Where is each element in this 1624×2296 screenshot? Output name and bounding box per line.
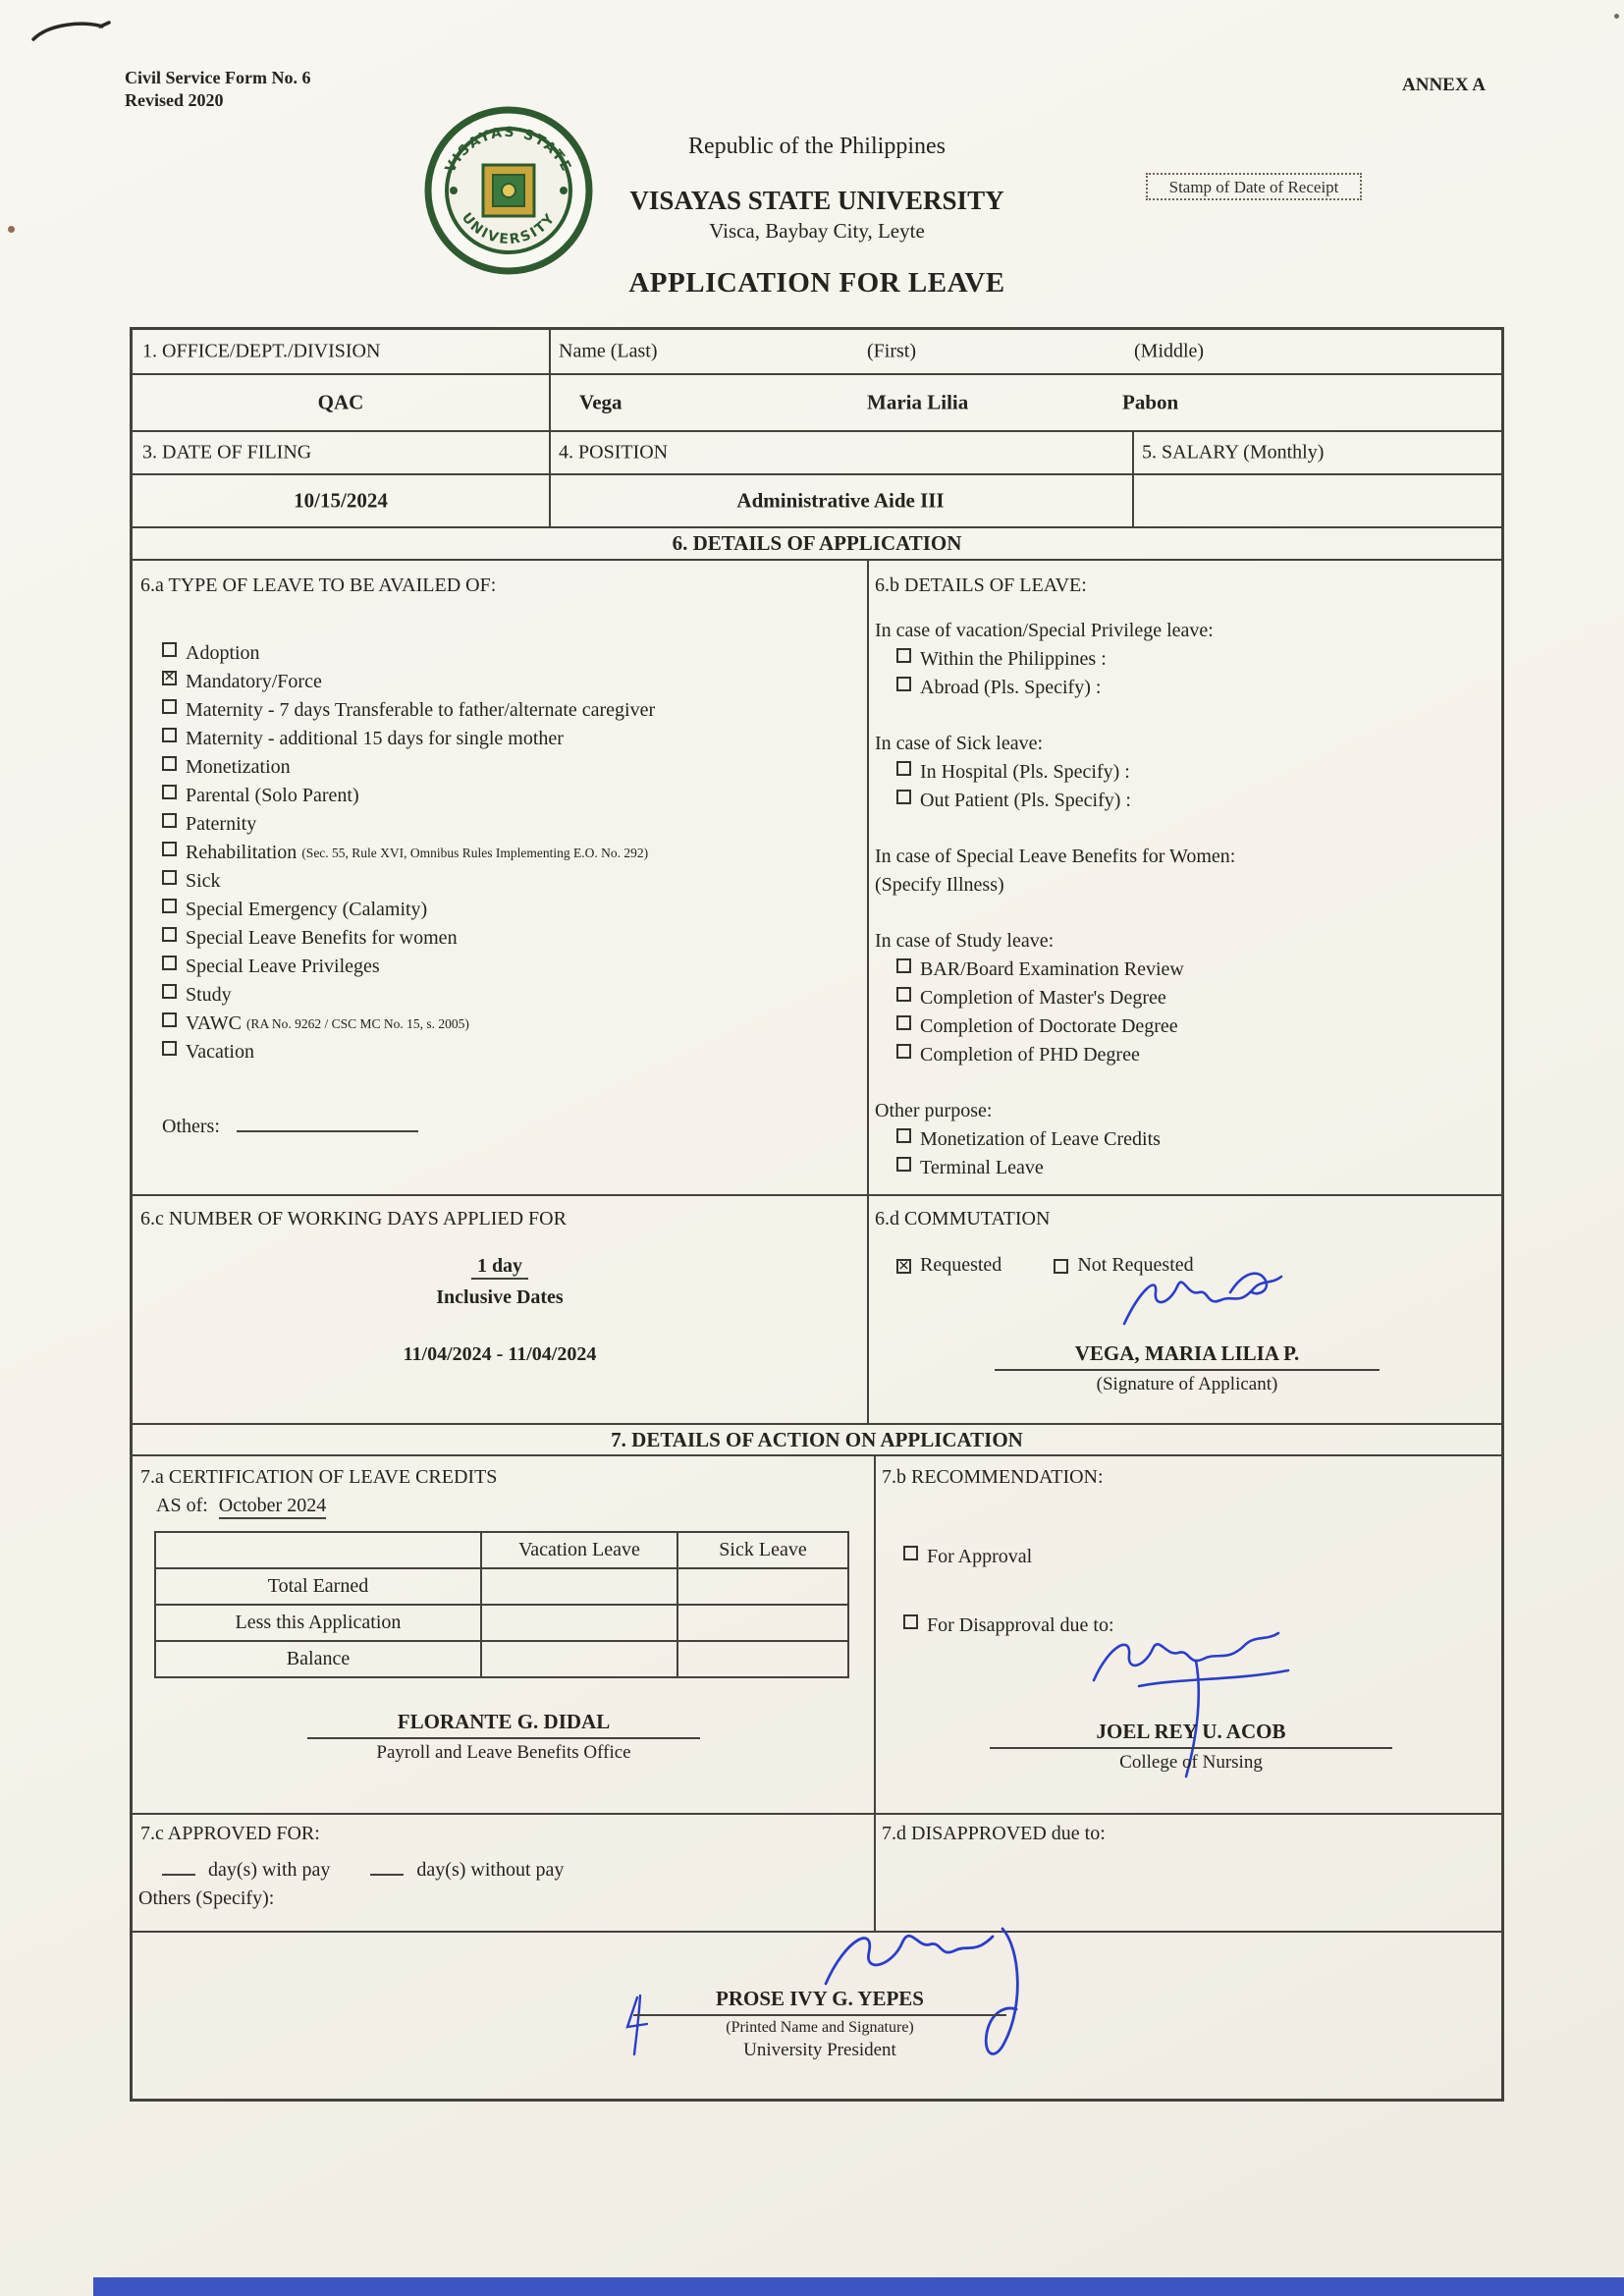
doctorate-degree-checkbox (896, 1015, 911, 1030)
credits-header-row (155, 1532, 848, 1568)
details-of-application-row (133, 561, 1501, 1196)
approved-disapproved-row (133, 1815, 1501, 1933)
without-pay-label: day(s) without pay (416, 1859, 565, 1881)
section6c-title: 6.c NUMBER OF WORKING DAYS APPLIED FOR (140, 1208, 567, 1230)
leave-detail-option (896, 1154, 1507, 1182)
approver-signature-block (633, 1987, 1006, 2061)
leave-type-label: Special Emergency (Calamity) (186, 899, 428, 920)
specify-illness-subheading: (Specify Illness) (875, 874, 1004, 896)
applicant-name: VEGA, MARIA LILIA P. (995, 1341, 1380, 1371)
credits-corner-cell (155, 1532, 481, 1568)
column-divider (1132, 475, 1134, 526)
approver-name-caption: (Printed Name and Signature) (726, 2019, 914, 2036)
commutation-option (1054, 1254, 1193, 1276)
option-label: Not Requested (1077, 1254, 1194, 1276)
credits-row-label: Less this Application (155, 1605, 481, 1641)
out-patient-checkbox (896, 790, 911, 804)
leave-type-option (162, 753, 867, 782)
pay-days-line (162, 1855, 874, 1882)
svg-text:UNIVERSITY: UNIVERSITY (458, 209, 560, 248)
application-form-table (130, 327, 1504, 2102)
leave-detail-option (896, 1041, 1507, 1069)
section6a-title: 6.a TYPE OF LEAVE TO BE AVAILED OF: (140, 574, 497, 596)
option-label: Completion of PHD Degree (920, 1044, 1140, 1066)
terminal-leave-checkbox (896, 1157, 911, 1172)
recommendation-option (903, 1543, 1032, 1571)
republic-line: Republic of the Philippines (688, 134, 946, 159)
others-label: Others: (162, 1116, 220, 1137)
university-address: Visca, Baybay City, Leyte (709, 219, 925, 243)
office-value: QAC (317, 390, 364, 414)
certifier-name: FLORANTE G. DIDAL (307, 1710, 700, 1739)
leave-type-label: Adoption (186, 642, 260, 664)
paternity-checkbox (162, 813, 177, 828)
leave-type-option (162, 725, 867, 753)
paper-speck (1614, 14, 1619, 19)
column-divider (549, 432, 551, 473)
study-checkbox (162, 984, 177, 999)
leave-type-label: Special Leave Privileges (186, 956, 380, 977)
leave-type-label: Monetization (186, 756, 291, 778)
monetization-credits-checkbox (896, 1128, 911, 1143)
form-revision: Revised 2020 (125, 90, 224, 110)
office-label: 1. OFFICE/DEPT./DIVISION (142, 340, 381, 362)
credits-cell-sick (677, 1605, 848, 1641)
leave-detail-option (896, 956, 1507, 984)
name-middle-label: (Middle) (1134, 340, 1205, 362)
for-disapproval-checkbox (903, 1614, 918, 1629)
mandatory-force-checkbox (162, 671, 177, 685)
credits-cell-sick (677, 1568, 848, 1605)
option-label: Completion of Doctorate Degree (920, 1015, 1178, 1037)
annex-label: ANNEX A (1402, 75, 1486, 95)
as-of-line (156, 1495, 874, 1517)
leave-detail-option (896, 758, 1507, 787)
leave-type-column (133, 561, 867, 1194)
leave-type-label: Sick (186, 870, 221, 892)
leave-type-option (162, 867, 867, 896)
name-middle-value: Pabon (1122, 390, 1179, 414)
women-benefits-heading: In case of Special Leave Benefits for Women: (875, 846, 1236, 867)
column-divider (549, 375, 551, 430)
leave-detail-option (896, 1012, 1507, 1041)
monetization-checkbox (162, 756, 177, 771)
certification-recommendation-row (133, 1456, 1501, 1815)
table-row (155, 1605, 848, 1641)
credits-col-sick: Sick Leave (677, 1532, 848, 1568)
option-label: Out Patient (Pls. Specify) : (920, 790, 1131, 811)
svg-text:VISAYAS STATE: VISAYAS STATE (442, 124, 575, 176)
leave-type-option (162, 981, 867, 1010)
leave-detail-option (896, 674, 1507, 702)
leave-type-option (162, 1038, 867, 1066)
special-emergency-checkbox (162, 899, 177, 913)
recommender-name: JOEL REY U. ACOB (990, 1720, 1392, 1749)
name-first-value: Maria Lilia (867, 390, 969, 414)
days-applied-value: 1 day (133, 1255, 867, 1278)
leave-type-note: (Sec. 55, Rule XVI, Omnibus Rules Implementing E.O. No. 292) (301, 846, 649, 860)
approver-position: University President (743, 2040, 896, 2060)
leave-type-option (162, 1010, 867, 1038)
others-line (162, 1112, 867, 1138)
leave-type-label: Vacation (186, 1041, 254, 1063)
days-without-pay-blank (370, 1855, 404, 1876)
leave-type-option (162, 953, 867, 981)
leave-detail-option (896, 645, 1507, 674)
with-pay-label: day(s) with pay (208, 1859, 331, 1881)
leave-type-label: Mandatory/Force (186, 671, 322, 692)
approved-for-column (133, 1815, 874, 1931)
special-benefits-women-checkbox (162, 927, 177, 942)
phd-degree-checkbox (896, 1044, 911, 1059)
approver-row (133, 1933, 1501, 2105)
leave-type-label: Paternity (186, 813, 257, 835)
option-label: Monetization of Leave Credits (920, 1128, 1161, 1150)
position-value: Administrative Aide III (736, 488, 945, 513)
credits-cell-vacation (481, 1605, 677, 1641)
leave-type-option (162, 896, 867, 924)
credits-cell-vacation (481, 1641, 677, 1677)
approver-name: PROSE IVY G. YEPES (633, 1987, 1006, 2016)
leave-details-column (867, 561, 1507, 1194)
working-days-commutation-row (133, 1196, 1501, 1425)
paper-speck (8, 226, 15, 233)
leave-type-label: Study (186, 984, 232, 1006)
leave-type-label: VAWC (186, 1012, 242, 1034)
date-filing-value: 10/15/2024 (294, 488, 388, 513)
position-label: 4. POSITION (559, 441, 669, 464)
applicant-signature-block (995, 1341, 1380, 1395)
leave-type-label: Rehabilitation (186, 842, 298, 863)
option-label: Within the Philippines : (920, 648, 1107, 670)
recommendation-column (874, 1456, 1507, 1813)
as-of-value: October 2024 (219, 1495, 326, 1519)
inclusive-dates-value: 11/04/2024 - 11/04/2024 (403, 1343, 597, 1365)
option-label: Requested (920, 1254, 1002, 1276)
name-last-value: Vega (579, 390, 623, 414)
section7-header: 7. DETAILS OF ACTION ON APPLICATION (133, 1425, 1501, 1456)
maternity-additional-checkbox (162, 728, 177, 742)
date-filing-label: 3. DATE OF FILING (142, 441, 312, 464)
credits-cell-sick (677, 1641, 848, 1677)
parental-checkbox (162, 785, 177, 799)
applicant-signature-caption: (Signature of Applicant) (1096, 1374, 1278, 1394)
certifier-signature-block (307, 1710, 700, 1764)
vawc-checkbox (162, 1012, 177, 1027)
rehabilitation-checkbox (162, 842, 177, 856)
form-title: APPLICATION FOR LEAVE (628, 267, 1005, 299)
inclusive-dates-label: Inclusive Dates (436, 1286, 564, 1308)
adoption-checkbox (162, 642, 177, 657)
leave-type-option (162, 668, 867, 696)
credits-col-vacation: Vacation Leave (481, 1532, 677, 1568)
leave-type-list (162, 639, 867, 1066)
as-of-label: AS of: (156, 1495, 208, 1516)
option-label: BAR/Board Examination Review (920, 958, 1184, 980)
in-hospital-checkbox (896, 761, 911, 776)
office-name-label-row (133, 330, 1501, 375)
section6-header: 6. DETAILS OF APPLICATION (133, 528, 1501, 561)
certification-column (133, 1456, 874, 1813)
leave-type-option (162, 810, 867, 839)
stamp-of-receipt-box: Stamp of Date of Receipt (1146, 173, 1362, 200)
section7c-title: 7.c APPROVED FOR: (140, 1823, 320, 1844)
credits-row-label: Total Earned (155, 1568, 481, 1605)
recommendation-option (903, 1612, 1114, 1640)
name-last-label: Name (Last) (559, 340, 658, 362)
filing-position-salary-value-row (133, 475, 1501, 528)
leave-type-label: Maternity - 7 days Transferable to father/alternate caregiver (186, 699, 656, 721)
within-philippines-checkbox (896, 648, 911, 663)
scan-bottom-blue-strip (93, 2277, 1624, 2296)
table-row (155, 1568, 848, 1605)
vacation-leave-heading: In case of vacation/Special Privilege leave: (875, 620, 1214, 641)
option-label: Abroad (Pls. Specify) : (920, 677, 1102, 698)
certifier-title: Payroll and Leave Benefits Office (376, 1742, 631, 1763)
leave-type-label: Special Leave Benefits for women (186, 927, 458, 949)
section7b-title: 7.b RECOMMENDATION: (882, 1466, 1104, 1488)
form-number-block (125, 67, 310, 112)
sick-checkbox (162, 870, 177, 885)
requested-checkbox (896, 1259, 911, 1274)
leave-type-option (162, 696, 867, 725)
leave-detail-option (896, 984, 1507, 1012)
section7a-title: 7.a CERTIFICATION OF LEAVE CREDITS (140, 1466, 498, 1488)
name-first-label: (First) (867, 340, 916, 362)
column-divider (549, 330, 551, 373)
vacation-checkbox (162, 1041, 177, 1056)
bar-board-review-checkbox (896, 958, 911, 973)
table-row (155, 1641, 848, 1677)
staple-mark (27, 18, 116, 47)
credits-cell-vacation (481, 1568, 677, 1605)
leave-type-option (162, 639, 867, 668)
form-number: Civil Service Form No. 6 (125, 68, 311, 87)
option-label: Terminal Leave (920, 1157, 1044, 1178)
abroad-checkbox (896, 677, 911, 691)
sick-leave-heading: In case of Sick leave: (875, 733, 1044, 754)
leave-detail-option (896, 1125, 1507, 1154)
commutation-option (896, 1254, 1001, 1276)
recommender-signature-block (990, 1720, 1392, 1774)
filing-position-salary-label-row (133, 432, 1501, 475)
commutation-options (896, 1254, 1507, 1277)
leave-type-option (162, 839, 867, 867)
leave-type-option (162, 924, 867, 953)
working-days-column (133, 1196, 867, 1423)
column-divider (1132, 432, 1134, 473)
leave-type-note: (RA No. 9262 / CSC MC No. 15, s. 2005) (245, 1016, 469, 1031)
university-name: VISAYAS STATE UNIVERSITY (629, 186, 1004, 215)
masters-degree-checkbox (896, 987, 911, 1002)
commutation-column (867, 1196, 1507, 1423)
option-label: For Disapproval due to: (927, 1614, 1114, 1636)
section6d-title: 6.d COMMUTATION (875, 1208, 1051, 1230)
study-leave-heading: In case of Study leave: (875, 930, 1055, 952)
office-name-value-row (133, 375, 1501, 432)
for-approval-checkbox (903, 1546, 918, 1560)
special-privileges-checkbox (162, 956, 177, 970)
maternity-transferable-checkbox (162, 699, 177, 714)
other-purpose-heading: Other purpose: (875, 1100, 993, 1121)
leave-type-label: Parental (Solo Parent) (186, 785, 359, 806)
option-label: For Approval (927, 1546, 1033, 1567)
salary-label: 5. SALARY (Monthly) (1142, 441, 1325, 464)
leave-type-label: Maternity - additional 15 days for single mother (186, 728, 564, 749)
leave-type-option (162, 782, 867, 810)
recommender-title: College of Nursing (1119, 1752, 1263, 1773)
leave-credits-table (154, 1531, 849, 1678)
section7d-title: 7.d DISAPPROVED due to: (882, 1823, 1106, 1844)
others-blank-field (237, 1112, 418, 1132)
days-with-pay-blank (162, 1855, 195, 1876)
disapproved-column (874, 1815, 1507, 1931)
option-label: Completion of Master's Degree (920, 987, 1166, 1009)
approved-others-label: Others (Specify): (138, 1887, 275, 1909)
leave-detail-option (896, 787, 1507, 815)
option-label: In Hospital (Pls. Specify) : (920, 761, 1130, 783)
not-requested-checkbox (1054, 1259, 1068, 1274)
credits-row-label: Balance (155, 1641, 481, 1677)
section6b-title: 6.b DETAILS OF LEAVE: (875, 574, 1087, 596)
